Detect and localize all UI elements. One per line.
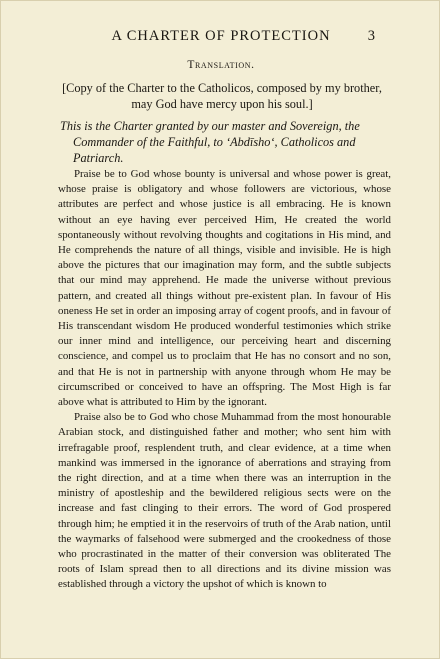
running-title: A CHARTER OF PROTECTION — [111, 28, 331, 44]
page-number: 3 — [367, 28, 375, 44]
paragraph: Praise be to God whose bounty is universal and whose power is great, whose praise is obligatory and whose followers are victorious, whose attributes are perfect and whose justice is all embracing. He is known without an eye having ever perceived Him, He created the world spontaneously without revolving thoughts and cogitations in His mind, and He comprehends the nature of all things, visible and invisible. He is high above the pictures that our imagination may form, and the subtle subjects that our mind may apprehend. He made the universe without previous pattern, and created all things without pre-existent plan. In favour of His oneness He set in order an imposing array of cogent proofs, and in favour of His transcendant wisdom He produced wonderful testimonies which strike our inner mind and intelligence, our perceiving heart and discerning conscience, and compel us to proclaim that He has no consort and no son, and that He is not in partnership with anyone through whom He may be circumscribed or conceived to have an offspring. The Most High is far above what is attributed to Him by the ignorant. — [58, 168, 391, 409]
body-text — [58, 167, 391, 593]
editorial-note: [Copy of the Charter to the Catholicos, composed by my brother, may God have mercy upon his soul.] — [62, 81, 382, 111]
section-title: Translation. — [187, 59, 255, 71]
charter-intro: This is the Charter granted by our master and Sovereign, the Commander of the Faithful, to ‘Abdīsho‘, Catholicos and Patriarch. — [60, 119, 360, 165]
paragraph: Praise also be to God who chose Muhammad from the most honourable Arabian stock, and distinguished father and mother; who sent him with irrefragable proof, resplendent truth, and clear evidence, at a time when mankind was immersed in the ignorance of aberrations and straying from the right direction, and at a time when there was an interruption in the ministry of apostleship and the bewildered religious sects were on the increase and fast clinging to their errors. The word of God prospered through him; he emptied it in the reservoirs of truth of the Arab nation, until the waymarks of falsehood were submerged and the crookedness of those who procrastinated in the matter of their conversion was obliterated The roots of Islam spread then to all directions and its divine mission was established through a victory the upshot of which is known to — [58, 411, 391, 591]
